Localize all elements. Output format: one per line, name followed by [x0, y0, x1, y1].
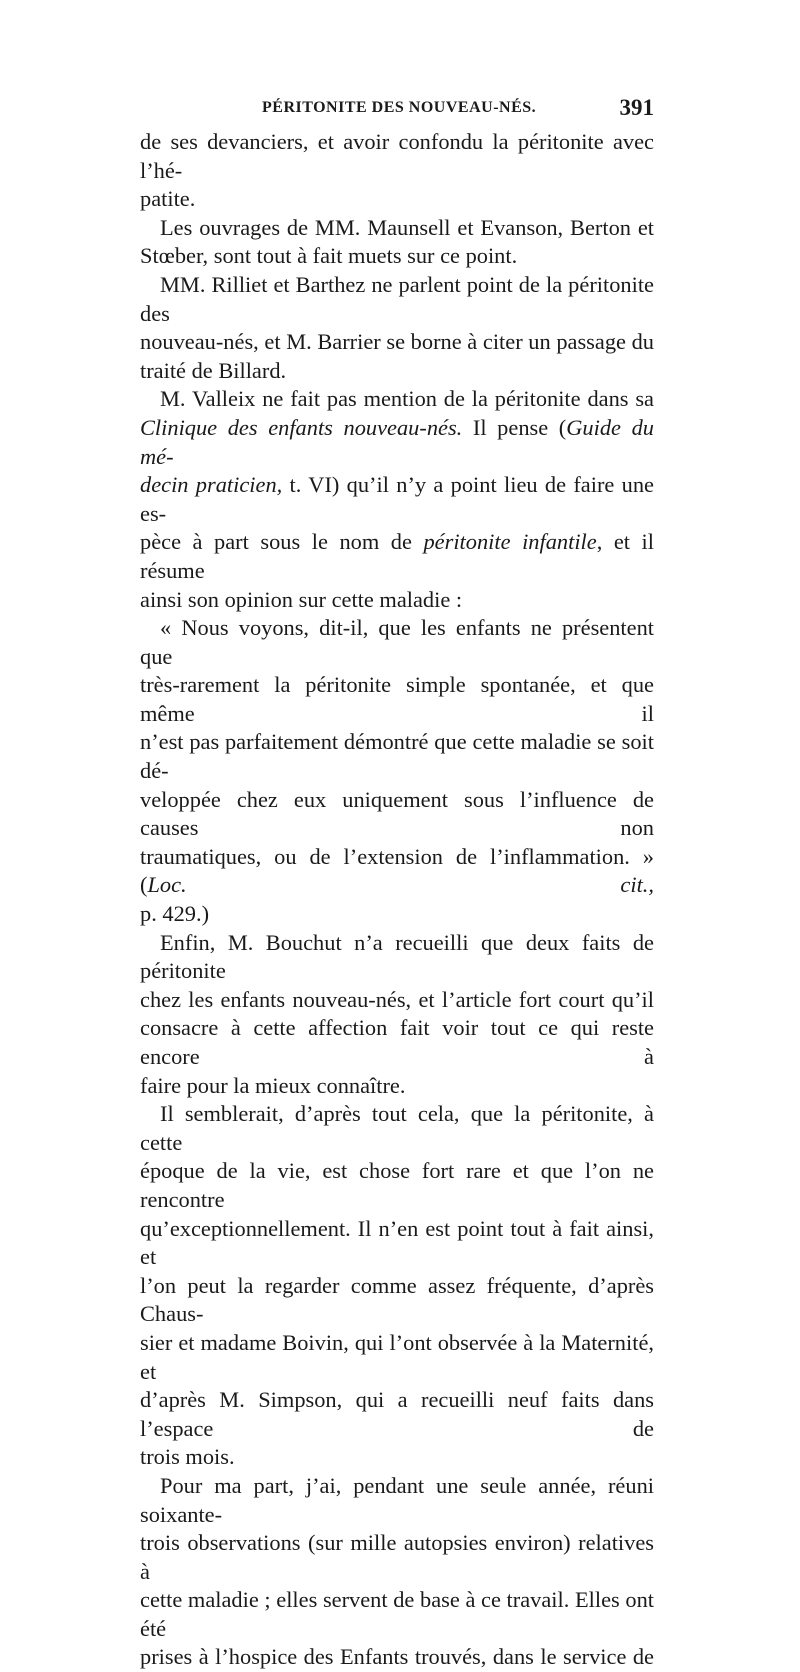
- text-run: Il pense (: [462, 414, 567, 440]
- italic-title: decin praticien,: [140, 472, 283, 498]
- text-line: n’est pas parfaitement démontré que cette maladie se soit dé-: [140, 729, 654, 784]
- text-line: MM. Rilliet et Barthez ne parlent point de la péritonite des: [140, 271, 654, 326]
- body-text: [140, 128, 654, 1672]
- text-line: patite.: [140, 186, 196, 212]
- text-line: Enfin, M. Bouchut n’a recueilli que deux faits de péritonite: [140, 929, 654, 984]
- text-line: veloppée chez eux uniquement sous l’influence de causes non: [140, 786, 654, 841]
- text-line: p. 429.): [140, 901, 210, 927]
- italic-title: Guide du mé-: [140, 414, 654, 469]
- text-run: traumatiques, ou de l’extension de l’inflammation. » (: [140, 843, 654, 898]
- text-line: d’après M. Simpson, qui a recueilli neuf faits dans l’espace de: [140, 1387, 654, 1441]
- text-line: nouveau-nés, et M. Barrier se borne à citer un passage du: [140, 329, 654, 355]
- text-run: , et il résume: [140, 529, 654, 583]
- text-line: chez les enfants nouveau-nés, et l’article fort court qu’il: [140, 986, 654, 1012]
- text-line: faire pour la mieux connaître.: [140, 1072, 406, 1098]
- italic-term: péritonite infantile: [423, 529, 597, 555]
- text-line: prises à l’hospice des Enfants trouvés, dans le service de: [140, 1644, 654, 1670]
- text-line: époque de la vie, est chose fort rare et que l’on ne rencontre: [140, 1158, 654, 1212]
- text-line: trois mois.: [140, 1444, 235, 1470]
- running-head: [140, 95, 654, 123]
- page-number: 391: [619, 95, 654, 120]
- text-line: [140, 471, 654, 528]
- text-line: [140, 528, 654, 585]
- text-line: Stœber, sont tout à fait muets sur ce point.: [140, 243, 518, 269]
- text-run: pèce à part sous le nom de: [140, 529, 424, 555]
- text-line: [140, 414, 654, 471]
- text-line: [140, 843, 654, 900]
- text-line: sier et madame Boivin, qui l’ont observée à la Maternité, et: [140, 1329, 654, 1384]
- italic-title: Clinique des enfants nouveau-nés.: [140, 414, 463, 440]
- text-run: t. VI) qu’il n’y a point lieu de faire une es-: [140, 472, 654, 526]
- text-line: Pour ma part, j’ai, pendant une seule année, réuni soixante-: [140, 1472, 654, 1527]
- italic-citation: Loc. cit.,: [147, 872, 654, 898]
- text-line: ainsi son opinion sur cette maladie :: [140, 586, 463, 612]
- text-line: cette maladie ; elles servent de base à ce travail. Elles ont été: [140, 1587, 654, 1641]
- text-line: Il semblerait, d’après tout cela, que la péritonite, à cette: [140, 1101, 654, 1155]
- text-line: l’on peut la regarder comme assez fréquente, d’après Chaus-: [140, 1272, 654, 1327]
- running-title: PÉRITONITE DES NOUVEAU-NÉS.: [262, 99, 537, 116]
- text-line: « Nous voyons, dit-il, que les enfants ne présentent que: [140, 615, 654, 669]
- text-line: M. Valleix ne fait pas mention de la péritonite dans sa: [160, 386, 654, 412]
- text-line: traité de Billard.: [140, 357, 287, 383]
- text-line: qu’exceptionnellement. Il n’en est point tout à fait ainsi, et: [140, 1215, 654, 1270]
- text-line: consacre à cette affection fait voir tout ce qui reste encore à: [140, 1015, 654, 1069]
- text-line: trois observations (sur mille autopsies environ) relatives à: [140, 1530, 654, 1584]
- text-line: très-rarement la péritonite simple spontanée, et que même il: [140, 672, 654, 726]
- text-line: Les ouvrages de MM. Maunsell et Evanson, Berton et: [160, 214, 654, 240]
- text-line: de ses devanciers, et avoir confondu la péritonite avec l’hé-: [140, 129, 654, 183]
